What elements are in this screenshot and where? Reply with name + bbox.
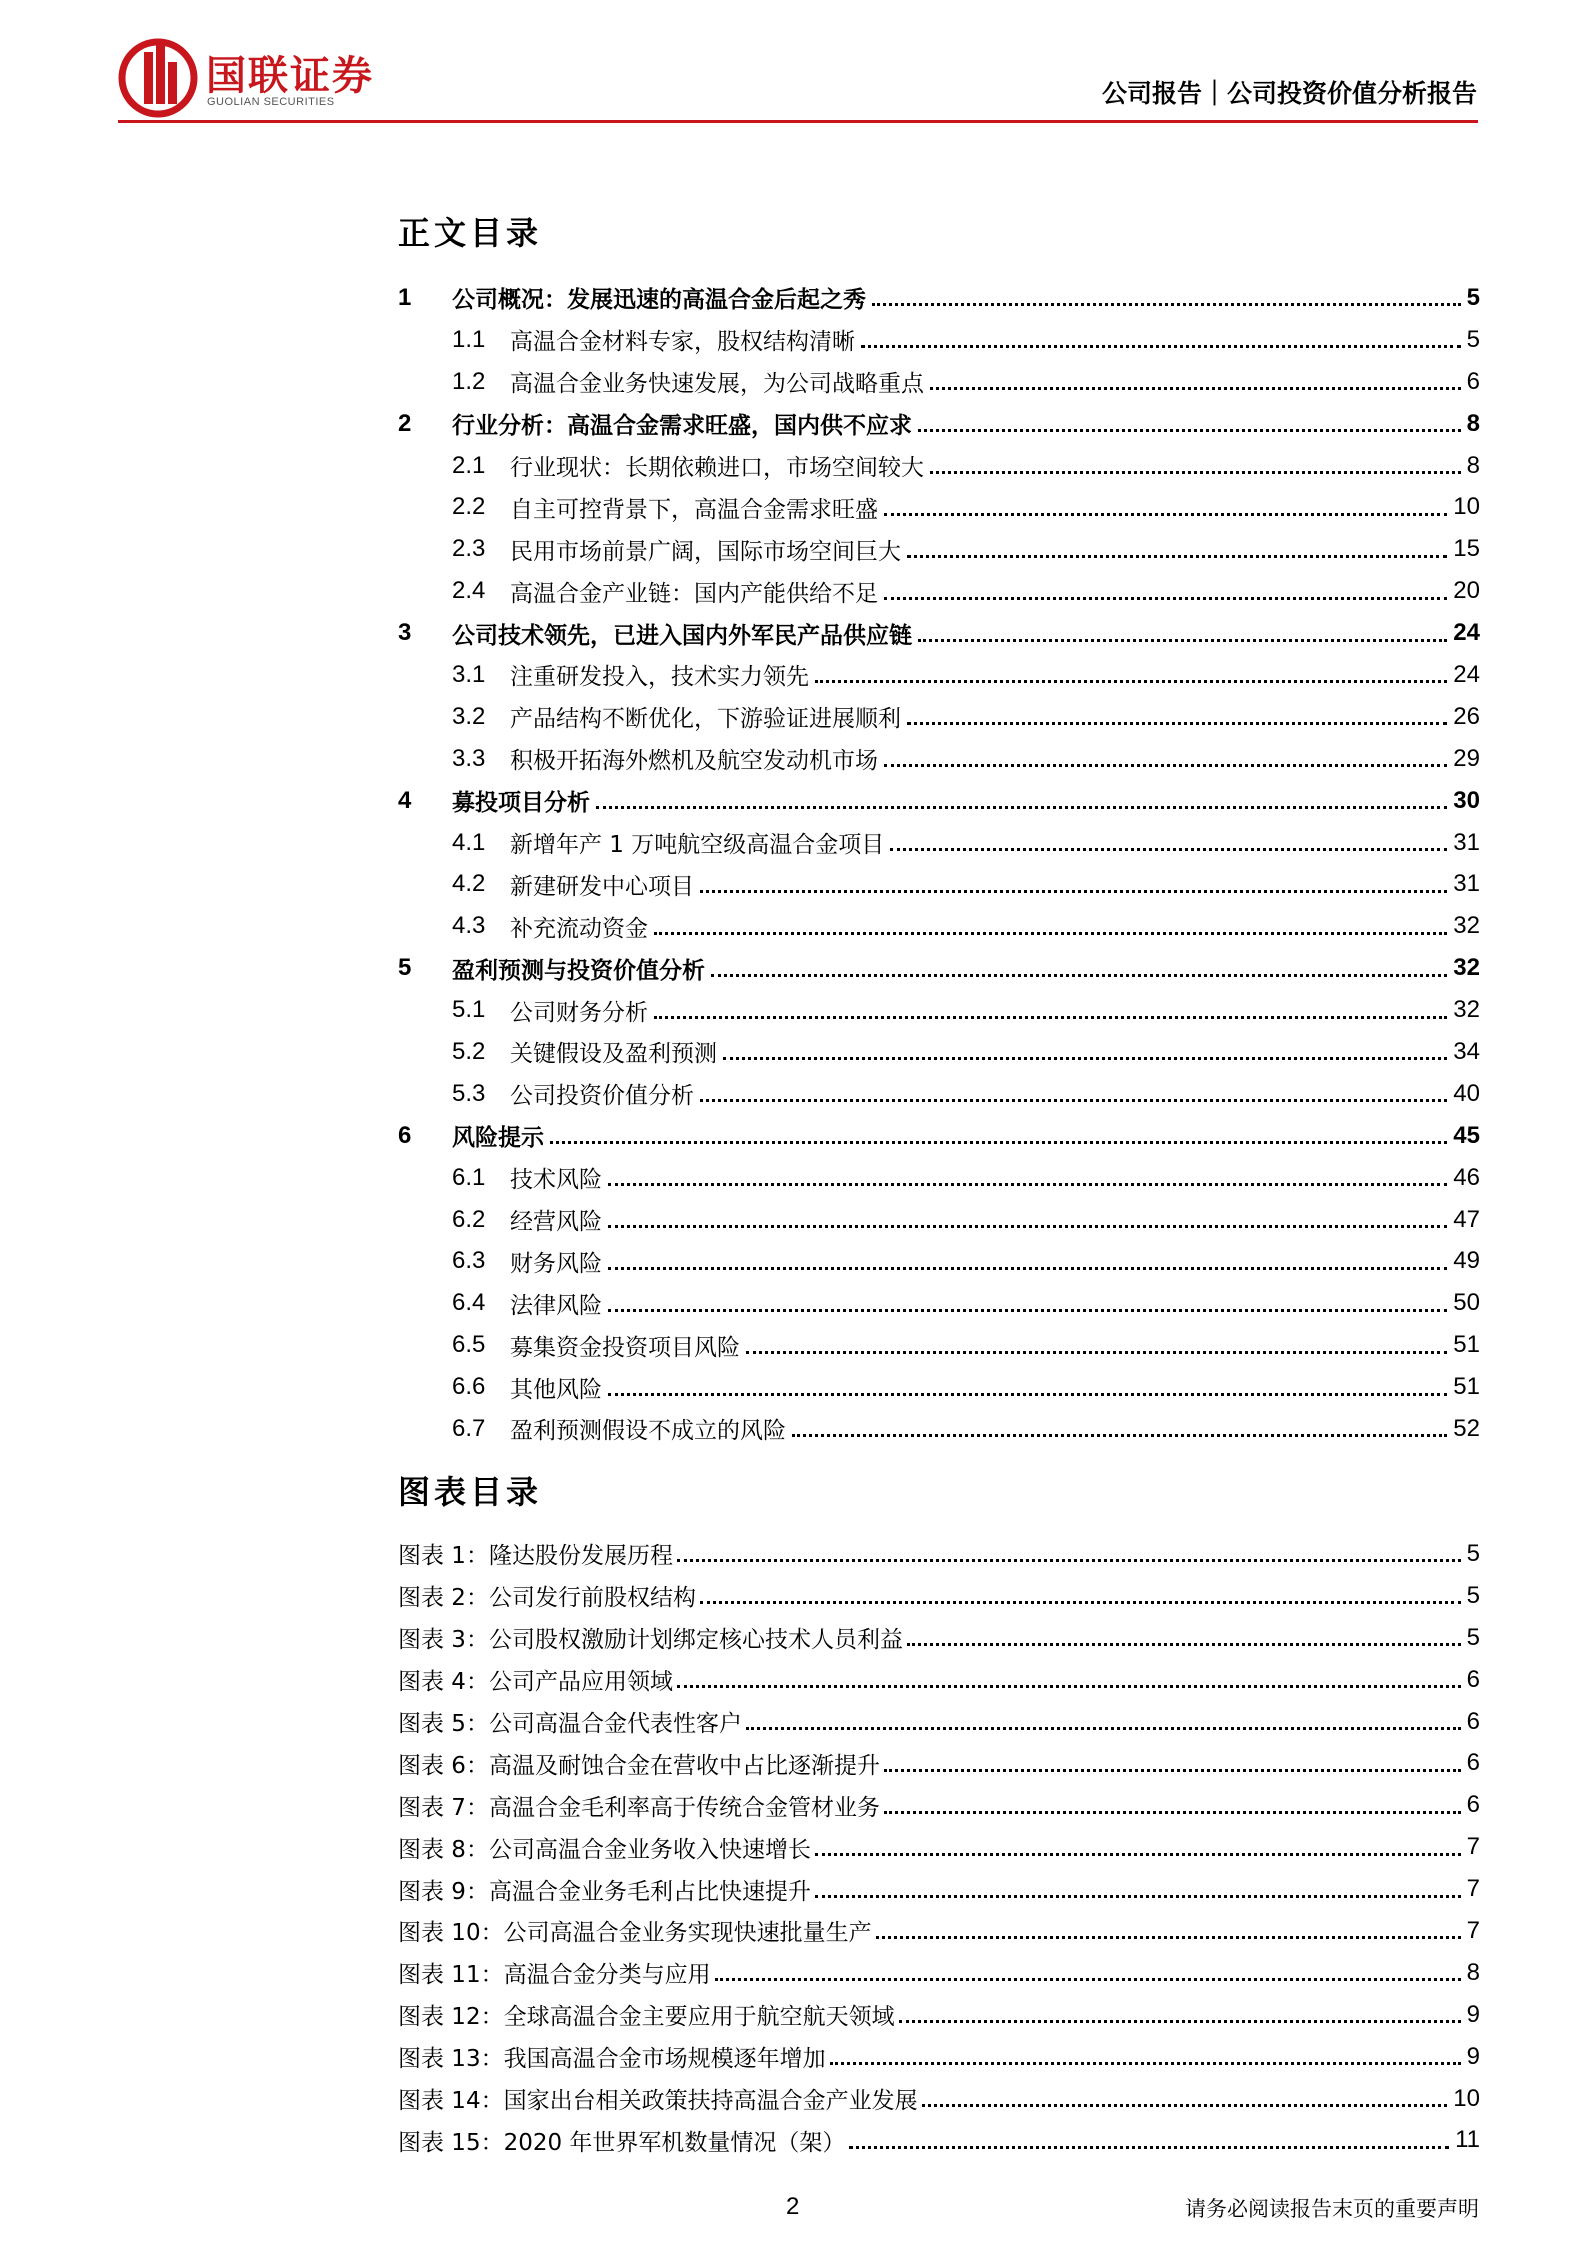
figure-entry-label: 图表 13：我国高温合金市场规模逐年增加 (398, 2046, 826, 2073)
figure-dot-leader (815, 1853, 1461, 1856)
toc-dot-leader (861, 345, 1461, 348)
toc-entry[interactable] (398, 947, 1480, 989)
figure-entry-label: 图表 3：公司股权激励计划绑定核心技术人员利益 (398, 1627, 903, 1654)
toc-entry-label: 风险提示 (452, 1125, 544, 1152)
figure-dot-leader (907, 1643, 1461, 1646)
toc-entry-label: 高温合金业务快速发展，为公司战略重点 (510, 371, 924, 398)
toc-dot-leader (654, 932, 1447, 935)
figure-entry-page: 7 (1466, 1916, 1480, 1944)
figure-entry[interactable] (398, 1784, 1480, 1826)
figure-entry-label: 图表 5：公司高温合金代表性客户 (398, 1711, 742, 1737)
figure-entry[interactable] (398, 1952, 1480, 1994)
toc-dot-leader (608, 1393, 1447, 1396)
toc-entry-label: 募集资金投资项目风险 (510, 1334, 740, 1361)
figure-entry-page: 6 (1466, 1791, 1480, 1819)
figure-entry-label: 图表 8：公司高温合金业务收入快速增长 (398, 1836, 811, 1863)
figure-entry[interactable] (398, 1742, 1480, 1784)
figure-entry-label: 图表 12：全球高温合金主要应用于航空航天领域 (398, 2004, 895, 2031)
figure-entry-label: 图表 15：2020 年世界军机数量情况（架） (398, 2129, 846, 2156)
toc-entry-label: 新增年产 1 万吨航空级高温合金项目 (510, 832, 885, 859)
figure-dot-leader (830, 2062, 1461, 2065)
toc-entry-page: 47 (1453, 1205, 1480, 1233)
figure-entry[interactable] (398, 1533, 1480, 1575)
toc-entry[interactable] (398, 445, 1480, 487)
toc-entry-label: 经营风险 (510, 1209, 602, 1236)
toc-entry-page: 34 (1453, 1037, 1480, 1065)
toc-entry[interactable] (398, 738, 1480, 780)
toc-dot-leader (884, 597, 1447, 600)
toc-dot-leader (608, 1309, 1447, 1312)
figure-dot-leader (677, 1685, 1461, 1688)
report-type-title: 公司报告｜公司投资价值分析报告 (1101, 79, 1477, 108)
toc-entry-number: 6.1 (452, 1163, 486, 1191)
figure-entry[interactable] (398, 2119, 1480, 2161)
toc-entry-page: 40 (1453, 1079, 1480, 1107)
header-divider (118, 120, 1478, 123)
figure-entry[interactable] (398, 1910, 1480, 1952)
toc-entry-number: 3.3 (452, 744, 486, 772)
toc-dot-leader (550, 1141, 1447, 1144)
toc-entry-label: 公司投资价值分析 (510, 1083, 694, 1110)
toc-entry-number: 6.4 (452, 1289, 486, 1317)
figure-entry-page: 10 (1453, 2084, 1480, 2112)
figure-entry[interactable] (398, 1994, 1480, 2036)
toc-entry[interactable] (398, 1366, 1480, 1408)
toc-entry[interactable] (398, 1408, 1480, 1450)
toc-dot-leader (907, 555, 1447, 558)
toc-dot-leader (608, 1183, 1447, 1186)
toc-entry-label: 技术风险 (510, 1167, 602, 1194)
figure-entry-label: 图表 4：公司产品应用领域 (398, 1669, 673, 1696)
figure-dot-leader (884, 1811, 1461, 1814)
figure-entry[interactable] (398, 1868, 1480, 1910)
figure-entry-page: 5 (1466, 1539, 1480, 1567)
toc-entry-number: 5.2 (452, 1037, 486, 1065)
toc-entry[interactable] (398, 1031, 1480, 1073)
toc-entry[interactable] (398, 989, 1480, 1031)
toc-entry-page: 8 (1466, 451, 1480, 479)
toc-entry-label: 积极开拓海外燃机及航空发动机市场 (510, 748, 878, 775)
toc-entry-label: 高温合金产业链：国内产能供给不足 (510, 580, 878, 607)
toc-entry[interactable] (398, 277, 1480, 319)
figure-entry-label: 图表 14：国家出台相关政策扶持高温合金产业发展 (398, 2088, 918, 2115)
figure-dot-leader (876, 1936, 1461, 1939)
toc-entry-number: 6.5 (452, 1331, 486, 1359)
figure-entry-page: 5 (1466, 1623, 1480, 1651)
toc-dot-leader (918, 429, 1461, 432)
toc-entry[interactable] (398, 1240, 1480, 1282)
toc-entry-page: 20 (1453, 577, 1480, 605)
figure-entry-page: 8 (1466, 1958, 1480, 1986)
figure-entry-page: 6 (1466, 1665, 1480, 1693)
toc-entry-label: 盈利预测与投资价值分析 (452, 957, 705, 984)
toc-entry-page: 46 (1453, 1163, 1480, 1191)
toc-entry-page: 31 (1453, 828, 1480, 856)
toc-dot-leader (884, 764, 1447, 767)
toc-entry-label: 关键假设及盈利预测 (510, 1041, 717, 1068)
toc-entry-page: 32 (1453, 996, 1480, 1024)
toc-entry-label: 产品结构不断优化，下游验证进展顺利 (510, 706, 901, 733)
toc-entry[interactable] (398, 822, 1480, 864)
figures-heading: 图表目录 (398, 1473, 543, 1511)
toc-dot-leader (930, 471, 1461, 474)
figure-entry[interactable] (398, 2036, 1480, 2078)
toc-entry-number: 5.3 (452, 1079, 486, 1107)
toc-dot-leader (884, 513, 1447, 516)
figure-entry-page: 6 (1466, 1707, 1480, 1735)
toc-entry[interactable] (398, 570, 1480, 612)
figure-entry-label: 图表 1：隆达股份发展历程 (398, 1543, 673, 1570)
toc-entry-label: 补充流动资金 (510, 915, 648, 942)
toc-entry-label: 财务风险 (510, 1250, 602, 1277)
toc-entry-label: 自主可控背景下，高温合金需求旺盛 (510, 496, 878, 523)
toc-entry-page: 24 (1453, 619, 1480, 647)
toc-entry-page: 31 (1453, 870, 1480, 898)
toc-dot-leader (723, 1057, 1447, 1060)
toc-entry[interactable] (398, 696, 1480, 738)
toc-dot-leader (608, 1225, 1447, 1228)
toc-dot-leader (907, 722, 1447, 725)
toc-entry-label: 高温合金材料专家，股权结构清晰 (510, 329, 855, 356)
toc-entry-number: 6.2 (452, 1205, 486, 1233)
toc-entry-number: 1.2 (452, 367, 486, 395)
toc-dot-leader (596, 806, 1447, 809)
figure-entry-page: 6 (1466, 1749, 1480, 1777)
toc-entry-page: 30 (1453, 786, 1480, 814)
figure-entry-label: 图表 11：高温合金分类与应用 (398, 1962, 711, 1989)
toc-entry[interactable] (398, 403, 1480, 445)
toc-entry-number: 3.1 (452, 660, 486, 688)
toc-entry-number: 5 (398, 954, 412, 982)
toc-entry-label: 其他风险 (510, 1376, 602, 1403)
figure-dot-leader (884, 1769, 1461, 1772)
figure-entry-label: 图表 9：高温合金业务毛利占比快速提升 (398, 1878, 811, 1905)
toc-dot-leader (700, 1099, 1447, 1102)
figure-entry-label: 图表 6：高温及耐蚀合金在营收中占比逐渐提升 (398, 1752, 880, 1779)
toc-entry-number: 2.2 (452, 493, 486, 521)
toc-entry[interactable] (398, 1073, 1480, 1115)
toc-entry-page: 50 (1453, 1289, 1480, 1317)
toc-entry[interactable] (398, 780, 1480, 822)
guolian-logo-icon (118, 38, 198, 118)
table-of-contents (398, 277, 1480, 1450)
toc-entry-label: 募投项目分析 (452, 790, 590, 817)
figure-entry-label: 图表 2：公司发行前股权结构 (398, 1585, 696, 1612)
toc-entry-number: 3.2 (452, 702, 486, 730)
toc-entry[interactable] (398, 1282, 1480, 1324)
figure-entry-label: 图表 10：公司高温合金业务实现快速批量生产 (398, 1920, 872, 1947)
toc-dot-leader (608, 1267, 1447, 1270)
toc-heading: 正文目录 (398, 214, 543, 252)
toc-entry-label: 公司技术领先，已进入国内外军民产品供应链 (452, 622, 912, 649)
toc-entry[interactable] (398, 863, 1480, 905)
toc-entry-number: 6.7 (452, 1414, 486, 1442)
toc-dot-leader (930, 387, 1461, 390)
toc-dot-leader (872, 303, 1461, 306)
toc-entry-page: 52 (1453, 1414, 1480, 1442)
toc-entry[interactable] (398, 905, 1480, 947)
toc-entry-page: 49 (1453, 1247, 1480, 1275)
figure-dot-leader (746, 1727, 1461, 1730)
toc-entry[interactable] (398, 319, 1480, 361)
toc-entry-label: 行业现状：长期依赖进口，市场空间较大 (510, 455, 924, 481)
toc-entry-page: 26 (1453, 702, 1480, 730)
toc-entry[interactable] (398, 1324, 1480, 1366)
toc-entry[interactable] (398, 1115, 1480, 1157)
toc-dot-leader (792, 1434, 1447, 1437)
toc-entry-number: 3 (398, 619, 412, 647)
figure-entry-label: 图表 7：高温合金毛利率高于传统合金管材业务 (398, 1794, 880, 1821)
logo-chinese-text: 国联证券 (206, 53, 374, 99)
toc-entry-number: 2.1 (452, 451, 486, 479)
toc-entry-page: 5 (1466, 283, 1480, 311)
page-header (0, 0, 1587, 130)
figure-entry[interactable] (398, 1701, 1480, 1743)
figure-dot-leader (715, 1978, 1461, 1981)
toc-dot-leader (654, 1016, 1447, 1019)
toc-entry[interactable] (398, 361, 1480, 403)
figure-dot-leader (677, 1559, 1461, 1562)
toc-entry-page: 6 (1466, 367, 1480, 395)
toc-dot-leader (746, 1351, 1447, 1354)
figure-dot-leader (899, 2020, 1461, 2023)
toc-entry-label: 公司概况：发展迅速的高温合金后起之秀 (452, 287, 866, 314)
toc-entry-number: 1.1 (452, 325, 486, 353)
figure-entry-page: 5 (1466, 1581, 1480, 1609)
toc-entry-page: 15 (1453, 535, 1480, 563)
toc-entry-number: 6.3 (452, 1247, 486, 1275)
toc-entry-number: 2.4 (452, 577, 486, 605)
toc-entry-number: 4.2 (452, 870, 486, 898)
figure-entry-page: 11 (1455, 2126, 1480, 2154)
figure-entry-page: 7 (1466, 1875, 1480, 1903)
figure-entry[interactable] (398, 2078, 1480, 2120)
toc-entry-label: 公司财务分析 (510, 999, 648, 1026)
toc-entry-number: 2.3 (452, 535, 486, 563)
figure-entry[interactable] (398, 1826, 1480, 1868)
toc-dot-leader (918, 639, 1447, 642)
toc-entry-page: 32 (1453, 912, 1480, 940)
toc-dot-leader (815, 680, 1447, 683)
figure-entry[interactable] (398, 1617, 1480, 1659)
toc-entry-page: 5 (1466, 325, 1480, 353)
figure-entry[interactable] (398, 1659, 1480, 1701)
figure-entry-page: 9 (1466, 2000, 1480, 2028)
list-of-figures (398, 1533, 1480, 2161)
disclaimer-note: 请务必阅读报告末页的重要声明 (1185, 2197, 1479, 2221)
toc-entry[interactable] (398, 486, 1480, 528)
toc-dot-leader (711, 974, 1447, 977)
toc-entry[interactable] (398, 612, 1480, 654)
figure-entry[interactable] (398, 1575, 1480, 1617)
toc-entry[interactable] (398, 1157, 1480, 1199)
toc-entry-label: 法律风险 (510, 1292, 602, 1319)
toc-entry-label: 民用市场前景广阔，国际市场空间巨大 (510, 538, 901, 565)
toc-entry-number: 1 (398, 283, 412, 311)
figure-entry-page: 9 (1466, 2042, 1480, 2070)
toc-entry-page: 8 (1466, 409, 1480, 437)
toc-entry-label: 行业分析：高温合金需求旺盛，国内供不应求 (452, 413, 912, 440)
toc-entry-label: 注重研发投入，技术实力领先 (510, 664, 809, 691)
toc-entry-label: 新建研发中心项目 (510, 873, 694, 900)
toc-entry-page: 29 (1453, 744, 1480, 772)
figure-dot-leader (849, 2146, 1449, 2149)
toc-entry-number: 4.1 (452, 828, 486, 856)
toc-entry[interactable] (398, 528, 1480, 570)
figure-dot-leader (700, 1601, 1461, 1604)
toc-entry-number: 2 (398, 409, 412, 437)
toc-entry-page: 51 (1453, 1331, 1480, 1359)
toc-entry[interactable] (398, 1199, 1480, 1241)
figure-dot-leader (922, 2104, 1448, 2107)
toc-entry-label: 盈利预测假设不成立的风险 (510, 1418, 786, 1445)
figure-dot-leader (815, 1895, 1461, 1898)
toc-entry-page: 45 (1453, 1121, 1480, 1149)
toc-entry-number: 6 (398, 1121, 412, 1149)
toc-entry-page: 32 (1453, 954, 1480, 982)
logo-english-text: GUOLIAN SECURITIES (207, 96, 335, 108)
toc-entry-page: 51 (1453, 1373, 1480, 1401)
toc-entry-number: 5.1 (452, 996, 486, 1024)
page-number: 2 (786, 2193, 800, 2220)
toc-dot-leader (890, 848, 1447, 851)
company-logo (118, 38, 408, 118)
toc-entry-number: 6.6 (452, 1373, 486, 1401)
figure-entry-page: 7 (1466, 1833, 1480, 1861)
toc-entry-page: 10 (1453, 493, 1480, 521)
toc-entry-number: 4 (398, 786, 412, 814)
toc-dot-leader (700, 890, 1447, 893)
toc-entry-page: 24 (1453, 660, 1480, 688)
toc-entry-number: 4.3 (452, 912, 486, 940)
toc-entry[interactable] (398, 654, 1480, 696)
